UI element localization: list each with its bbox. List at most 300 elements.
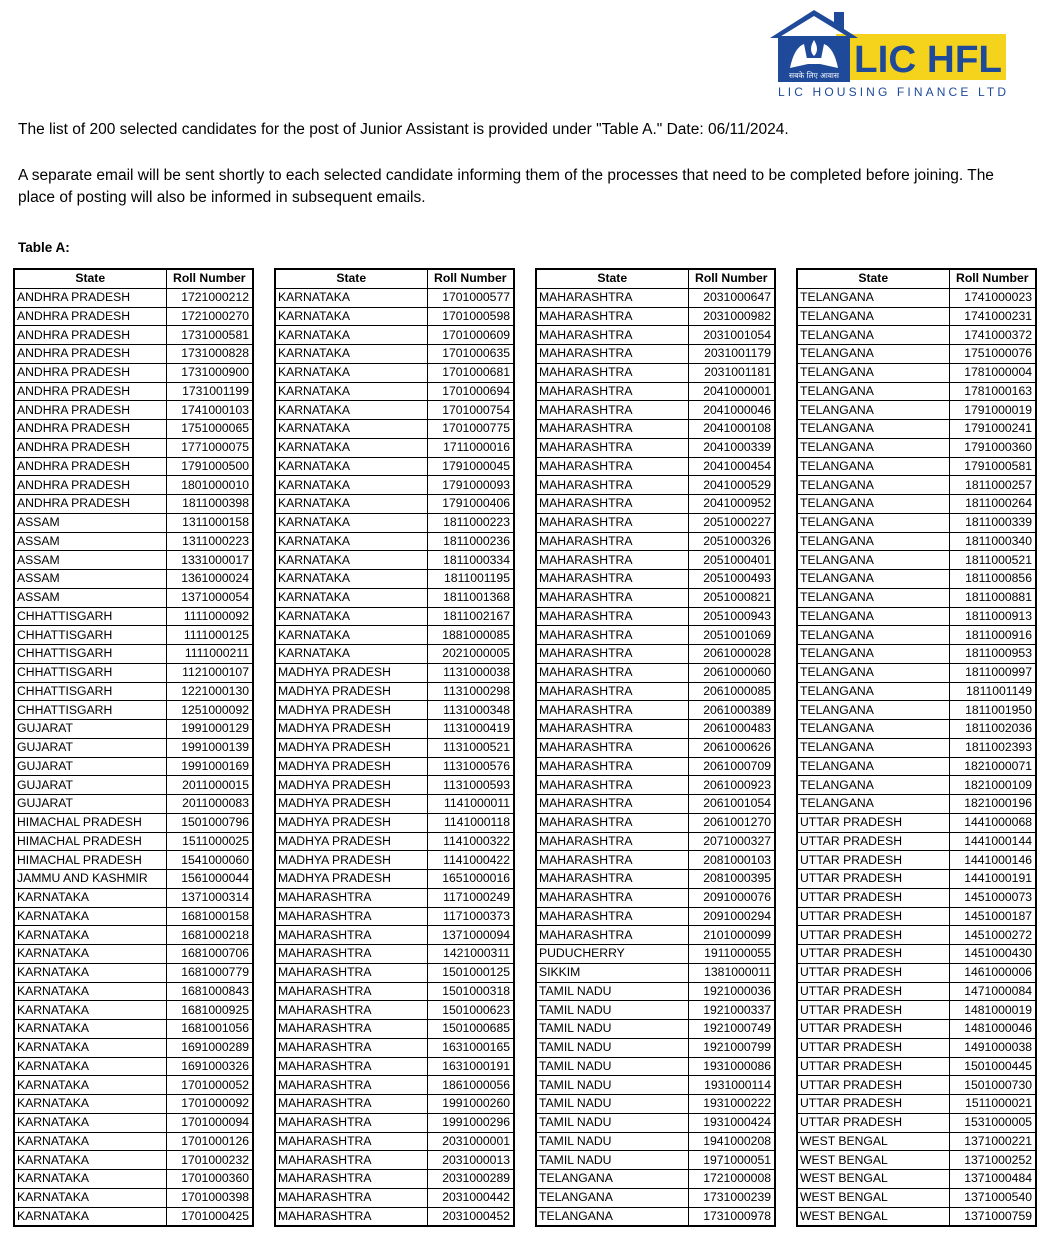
table-row — [14, 1170, 253, 1189]
state-cell: KARNATAKA — [275, 438, 427, 457]
state-cell: KARNATAKA — [275, 532, 427, 551]
roll-number-cell: 1791000360 — [949, 438, 1036, 457]
state-cell: KARNATAKA — [14, 1188, 166, 1207]
table-row — [14, 926, 253, 945]
state-cell: ASSAM — [14, 551, 166, 570]
state-cell: HIMACHAL PRADESH — [14, 851, 166, 870]
selected-candidates-table — [13, 268, 254, 1227]
state-cell: MADHYA PRADESH — [275, 663, 427, 682]
state-cell: KARNATAKA — [275, 307, 427, 326]
roll-number-cell: 2061000085 — [688, 682, 775, 701]
table-row — [14, 832, 253, 851]
state-cell: KARNATAKA — [275, 607, 427, 626]
roll-number-cell: 1721000008 — [688, 1170, 775, 1189]
roll-number-cell: 1171000249 — [427, 888, 514, 907]
roll-number-cell: 1701000398 — [166, 1188, 253, 1207]
roll-number-cell: 1811000339 — [949, 513, 1036, 532]
state-cell: MAHARASHTRA — [275, 926, 427, 945]
table-row — [536, 532, 775, 551]
roll-number-cell: 1811000264 — [949, 495, 1036, 514]
state-cell: MAHARASHTRA — [536, 513, 688, 532]
state-cell: KARNATAKA — [275, 345, 427, 364]
roll-number-cell: 2071000327 — [688, 832, 775, 851]
table-header-row — [536, 269, 775, 288]
state-cell: TELANGANA — [797, 420, 949, 439]
table-row — [536, 1151, 775, 1170]
roll-number-cell: 1501000445 — [949, 1057, 1036, 1076]
state-cell: MAHARASHTRA — [536, 457, 688, 476]
roll-number-cell: 2051000943 — [688, 607, 775, 626]
roll-number-cell: 1681000843 — [166, 982, 253, 1001]
state-cell: KARNATAKA — [14, 1038, 166, 1057]
table-header-row — [14, 269, 253, 288]
roll-number-cell: 1371000094 — [427, 926, 514, 945]
table-row — [797, 813, 1036, 832]
roll-number-cell: 2061000709 — [688, 757, 775, 776]
table-row — [14, 570, 253, 589]
table-row — [275, 476, 514, 495]
table-row — [14, 1207, 253, 1226]
roll-number-cell: 2081000395 — [688, 870, 775, 889]
state-cell: KARNATAKA — [275, 588, 427, 607]
state-cell: MADHYA PRADESH — [275, 851, 427, 870]
table-row — [797, 1001, 1036, 1020]
roll-number-cell: 1111000211 — [166, 645, 253, 664]
roll-number-cell: 1811000334 — [427, 551, 514, 570]
state-cell: MAHARASHTRA — [536, 795, 688, 814]
roll-number-cell: 2031001054 — [688, 326, 775, 345]
state-cell: KARNATAKA — [14, 1095, 166, 1114]
state-cell: KARNATAKA — [275, 476, 427, 495]
roll-number-cell: 1371000314 — [166, 888, 253, 907]
roll-number-cell: 1441000191 — [949, 870, 1036, 889]
state-cell: CHHATTISGARH — [14, 682, 166, 701]
roll-number-cell: 1491000038 — [949, 1038, 1036, 1057]
roll-number-cell: 1991000260 — [427, 1095, 514, 1114]
table-row — [275, 382, 514, 401]
state-cell: UTTAR PRADESH — [797, 888, 949, 907]
roll-number-cell: 1701000094 — [166, 1113, 253, 1132]
table-row — [797, 1132, 1036, 1151]
table-row — [797, 701, 1036, 720]
state-cell: TAMIL NADU — [536, 1076, 688, 1095]
roll-number-cell: 1931000222 — [688, 1095, 775, 1114]
state-cell: KARNATAKA — [14, 982, 166, 1001]
table-row — [14, 288, 253, 307]
table-row — [797, 1188, 1036, 1207]
roll-number-cell: 1721000212 — [166, 288, 253, 307]
state-cell: TAMIL NADU — [536, 1132, 688, 1151]
table-row — [797, 588, 1036, 607]
table-row — [536, 645, 775, 664]
state-cell: MAHARASHTRA — [275, 945, 427, 964]
table-row — [275, 551, 514, 570]
state-cell: MADHYA PRADESH — [275, 757, 427, 776]
table-row — [797, 907, 1036, 926]
table-row — [536, 307, 775, 326]
table-row — [797, 345, 1036, 364]
table-row — [14, 963, 253, 982]
state-cell: GUJARAT — [14, 795, 166, 814]
state-cell: UTTAR PRADESH — [797, 907, 949, 926]
state-cell: MAHARASHTRA — [536, 888, 688, 907]
roll-number-cell: 2051000821 — [688, 588, 775, 607]
table-row — [536, 813, 775, 832]
state-cell: UTTAR PRADESH — [797, 832, 949, 851]
roll-number-cell: 1811000913 — [949, 607, 1036, 626]
roll-number-cell: 2081000103 — [688, 851, 775, 870]
state-cell: KARNATAKA — [275, 420, 427, 439]
roll-number-cell: 1811000521 — [949, 551, 1036, 570]
state-cell: TAMIL NADU — [536, 982, 688, 1001]
table-row — [14, 513, 253, 532]
state-cell: KARNATAKA — [275, 570, 427, 589]
state-cell: MAHARASHTRA — [536, 382, 688, 401]
state-cell: UTTAR PRADESH — [797, 1095, 949, 1114]
selected-candidates-table — [274, 268, 515, 1227]
roll-number-cell: 1681000158 — [166, 907, 253, 926]
roll-number-cell: 2031000982 — [688, 307, 775, 326]
roll-number-cell: 1441000146 — [949, 851, 1036, 870]
table-row — [536, 326, 775, 345]
roll-number-cell: 2011000083 — [166, 795, 253, 814]
state-cell: PUDUCHERRY — [536, 945, 688, 964]
state-cell: ANDHRA PRADESH — [14, 420, 166, 439]
roll-number-cell: 1511000025 — [166, 832, 253, 851]
state-cell: MAHARASHTRA — [536, 645, 688, 664]
table-row — [536, 1170, 775, 1189]
state-cell: TELANGANA — [797, 626, 949, 645]
state-cell: ASSAM — [14, 570, 166, 589]
state-cell: UTTAR PRADESH — [797, 813, 949, 832]
roll-number-cell: 2031000289 — [427, 1170, 514, 1189]
table-row — [797, 1207, 1036, 1226]
table-row — [536, 757, 775, 776]
state-cell: MAHARASHTRA — [536, 907, 688, 926]
state-cell: KARNATAKA — [275, 363, 427, 382]
table-row — [14, 1095, 253, 1114]
roll-number-cell: 1701000360 — [166, 1170, 253, 1189]
state-cell: MAHARASHTRA — [536, 288, 688, 307]
state-cell: ANDHRA PRADESH — [14, 307, 166, 326]
roll-number-cell: 1501000796 — [166, 813, 253, 832]
table-row — [536, 982, 775, 1001]
state-cell: KARNATAKA — [275, 288, 427, 307]
table-row — [536, 401, 775, 420]
state-cell: MAHARASHTRA — [275, 1170, 427, 1189]
table-row — [275, 720, 514, 739]
roll-number-cell: 1121000107 — [166, 663, 253, 682]
roll-number-cell: 1471000084 — [949, 982, 1036, 1001]
roll-number-cell: 2031000013 — [427, 1151, 514, 1170]
state-cell: MAHARASHTRA — [536, 663, 688, 682]
roll-number-cell: 1781000004 — [949, 363, 1036, 382]
roll-number-cell: 1811002036 — [949, 720, 1036, 739]
state-cell: MADHYA PRADESH — [275, 832, 427, 851]
state-cell: TELANGANA — [797, 401, 949, 420]
roll-number-cell: 1741000372 — [949, 326, 1036, 345]
roll-number-cell: 1791000406 — [427, 495, 514, 514]
table-row — [14, 532, 253, 551]
roll-number-cell: 1731000978 — [688, 1207, 775, 1226]
roll-number-cell: 2091000076 — [688, 888, 775, 907]
roll-number-cell: 1811001195 — [427, 570, 514, 589]
table-row — [536, 851, 775, 870]
roll-number-cell: 1811000916 — [949, 626, 1036, 645]
state-cell: MAHARASHTRA — [275, 1057, 427, 1076]
state-cell: TELANGANA — [797, 551, 949, 570]
roll-number-cell: 1801000010 — [166, 476, 253, 495]
roll-number-cell: 1771000075 — [166, 438, 253, 457]
roll-number-cell: 1311000158 — [166, 513, 253, 532]
state-cell: TELANGANA — [536, 1188, 688, 1207]
roll-number-cell: 1691000289 — [166, 1038, 253, 1057]
roll-number-cell: 1701000052 — [166, 1076, 253, 1095]
table-row — [275, 1095, 514, 1114]
table-row — [275, 288, 514, 307]
state-cell: MAHARASHTRA — [536, 401, 688, 420]
roll-number-cell: 1331000017 — [166, 551, 253, 570]
state-cell: UTTAR PRADESH — [797, 1057, 949, 1076]
table-row — [797, 982, 1036, 1001]
state-cell: ASSAM — [14, 588, 166, 607]
table-row — [797, 757, 1036, 776]
roll-number-cell: 2041000046 — [688, 401, 775, 420]
state-cell: TAMIL NADU — [536, 1113, 688, 1132]
roll-number-cell: 1701000577 — [427, 288, 514, 307]
state-cell: MAHARASHTRA — [536, 776, 688, 795]
logo-name: LIC HFL — [854, 39, 1002, 81]
roll-number-cell: 2061000483 — [688, 720, 775, 739]
roll-number-cell: 1921000337 — [688, 1001, 775, 1020]
state-cell: KARNATAKA — [14, 1113, 166, 1132]
state-cell: MAHARASHTRA — [536, 851, 688, 870]
roll-number-cell: 1141000322 — [427, 832, 514, 851]
selected-candidates-table — [796, 268, 1037, 1227]
roll-number-cell: 1811002393 — [949, 738, 1036, 757]
state-cell: TELANGANA — [797, 345, 949, 364]
roll-number-cell: 1371000252 — [949, 1151, 1036, 1170]
roll-number-cell: 1141000422 — [427, 851, 514, 870]
roll-number-cell: 1751000076 — [949, 345, 1036, 364]
roll-number-cell: 1811000398 — [166, 495, 253, 514]
roll-number-cell: 1511000021 — [949, 1095, 1036, 1114]
table-row — [797, 476, 1036, 495]
table-row — [536, 1113, 775, 1132]
state-cell: MAHARASHTRA — [275, 1113, 427, 1132]
state-cell: KARNATAKA — [14, 1001, 166, 1020]
state-cell: WEST BENGAL — [797, 1207, 949, 1226]
roll-number-cell: 1481000019 — [949, 1001, 1036, 1020]
state-cell: KARNATAKA — [14, 945, 166, 964]
roll-number-cell: 1681001056 — [166, 1020, 253, 1039]
table-row — [536, 832, 775, 851]
state-cell: GUJARAT — [14, 757, 166, 776]
state-cell: KARNATAKA — [14, 907, 166, 926]
table-row — [797, 532, 1036, 551]
roll-number-cell: 1811002167 — [427, 607, 514, 626]
table-row — [275, 401, 514, 420]
roll-number-cell: 1451000187 — [949, 907, 1036, 926]
table-row — [536, 495, 775, 514]
roll-number-cell: 1931000114 — [688, 1076, 775, 1095]
state-cell: UTTAR PRADESH — [797, 851, 949, 870]
table-row — [14, 851, 253, 870]
roll-number-cell: 1131000521 — [427, 738, 514, 757]
table-row — [14, 457, 253, 476]
table-row — [275, 1207, 514, 1226]
table-row — [14, 645, 253, 664]
state-cell: KARNATAKA — [14, 1207, 166, 1226]
table-row — [14, 495, 253, 514]
state-cell: KARNATAKA — [275, 513, 427, 532]
roll-number-cell: 1501000685 — [427, 1020, 514, 1039]
state-cell: ANDHRA PRADESH — [14, 345, 166, 364]
roll-number-cell: 1931000086 — [688, 1057, 775, 1076]
table-row — [797, 607, 1036, 626]
table-row — [275, 795, 514, 814]
table-row — [536, 570, 775, 589]
state-cell: TELANGANA — [797, 776, 949, 795]
state-cell: ANDHRA PRADESH — [14, 495, 166, 514]
roll-number-cell: 1141000011 — [427, 795, 514, 814]
roll-number-cell: 2101000099 — [688, 926, 775, 945]
column-header-roll-number: Roll Number — [949, 269, 1036, 288]
table-row — [536, 457, 775, 476]
table-header-row — [797, 269, 1036, 288]
state-cell: MADHYA PRADESH — [275, 813, 427, 832]
state-cell: TELANGANA — [797, 663, 949, 682]
roll-number-cell: 1911000055 — [688, 945, 775, 964]
table-row — [14, 1151, 253, 1170]
roll-number-cell: 2061000923 — [688, 776, 775, 795]
table-row — [14, 588, 253, 607]
roll-number-cell: 1711000016 — [427, 438, 514, 457]
roll-number-cell: 2041000529 — [688, 476, 775, 495]
roll-number-cell: 1811001950 — [949, 701, 1036, 720]
state-cell: WEST BENGAL — [797, 1151, 949, 1170]
table-row — [536, 1057, 775, 1076]
table-row — [797, 382, 1036, 401]
state-cell: HIMACHAL PRADESH — [14, 813, 166, 832]
state-cell: KARNATAKA — [275, 645, 427, 664]
table-row — [14, 870, 253, 889]
roll-number-cell: 1811000997 — [949, 663, 1036, 682]
roll-number-cell: 1821000196 — [949, 795, 1036, 814]
roll-number-cell: 1701000092 — [166, 1095, 253, 1114]
table-row — [275, 982, 514, 1001]
table-row — [14, 607, 253, 626]
state-cell: MAHARASHTRA — [275, 1038, 427, 1057]
roll-number-cell: 1501000730 — [949, 1076, 1036, 1095]
table-row — [536, 945, 775, 964]
state-cell: MAHARASHTRA — [536, 363, 688, 382]
roll-number-cell: 2061000389 — [688, 701, 775, 720]
state-cell: TELANGANA — [797, 495, 949, 514]
table-row — [275, 588, 514, 607]
state-cell: UTTAR PRADESH — [797, 1001, 949, 1020]
roll-number-cell: 1931000424 — [688, 1113, 775, 1132]
table-row — [275, 682, 514, 701]
roll-number-cell: 1731000828 — [166, 345, 253, 364]
state-cell: MAHARASHTRA — [536, 738, 688, 757]
table-row — [14, 1020, 253, 1039]
state-cell: TELANGANA — [797, 738, 949, 757]
table-row — [797, 870, 1036, 889]
state-cell: MAHARASHTRA — [536, 720, 688, 739]
table-row — [275, 1151, 514, 1170]
roll-number-cell: 1701000694 — [427, 382, 514, 401]
state-cell: CHHATTISGARH — [14, 663, 166, 682]
state-cell: MAHARASHTRA — [275, 907, 427, 926]
roll-number-cell: 1811000223 — [427, 513, 514, 532]
table-row — [275, 663, 514, 682]
state-cell: KARNATAKA — [14, 1170, 166, 1189]
roll-number-cell: 1451000430 — [949, 945, 1036, 964]
table-row — [797, 795, 1036, 814]
roll-number-cell: 1791000241 — [949, 420, 1036, 439]
state-cell: TELANGANA — [797, 457, 949, 476]
state-cell: MAHARASHTRA — [536, 438, 688, 457]
table-row — [797, 307, 1036, 326]
state-cell: CHHATTISGARH — [14, 607, 166, 626]
roll-number-cell: 1631000165 — [427, 1038, 514, 1057]
state-cell: MAHARASHTRA — [536, 307, 688, 326]
roll-number-cell: 2051000401 — [688, 551, 775, 570]
table-row — [536, 907, 775, 926]
roll-number-cell: 1791000019 — [949, 401, 1036, 420]
table-row — [14, 1113, 253, 1132]
state-cell: ANDHRA PRADESH — [14, 288, 166, 307]
table-row — [797, 776, 1036, 795]
state-cell: TELANGANA — [797, 645, 949, 664]
state-cell: MAHARASHTRA — [536, 813, 688, 832]
roll-number-cell: 1251000092 — [166, 701, 253, 720]
state-cell: UTTAR PRADESH — [797, 1020, 949, 1039]
house-roof-icon — [770, 10, 858, 38]
state-cell: TELANGANA — [797, 438, 949, 457]
table-row — [275, 1113, 514, 1132]
state-cell: TAMIL NADU — [536, 1001, 688, 1020]
table-row — [536, 288, 775, 307]
roll-number-cell: 1791000093 — [427, 476, 514, 495]
roll-number-cell: 1731000581 — [166, 326, 253, 345]
roll-number-cell: 1371000054 — [166, 588, 253, 607]
roll-number-cell: 1741000023 — [949, 288, 1036, 307]
state-cell: ANDHRA PRADESH — [14, 438, 166, 457]
state-cell: TELANGANA — [797, 288, 949, 307]
table-row — [797, 963, 1036, 982]
roll-number-cell: 2041000454 — [688, 457, 775, 476]
roll-number-cell: 1921000749 — [688, 1020, 775, 1039]
table-row — [14, 795, 253, 814]
roll-number-cell: 2041000001 — [688, 382, 775, 401]
state-cell: MAHARASHTRA — [536, 495, 688, 514]
roll-number-cell: 1441000068 — [949, 813, 1036, 832]
state-cell: MADHYA PRADESH — [275, 682, 427, 701]
state-cell: MAHARASHTRA — [536, 420, 688, 439]
roll-number-cell: 1811000236 — [427, 532, 514, 551]
state-cell: UTTAR PRADESH — [797, 926, 949, 945]
table-row — [536, 776, 775, 795]
roll-number-cell: 1131000419 — [427, 720, 514, 739]
table-row — [797, 551, 1036, 570]
table-row — [536, 551, 775, 570]
state-cell: KARNATAKA — [14, 1020, 166, 1039]
state-cell: TELANGANA — [797, 363, 949, 382]
roll-number-cell: 1311000223 — [166, 532, 253, 551]
table-row — [536, 588, 775, 607]
